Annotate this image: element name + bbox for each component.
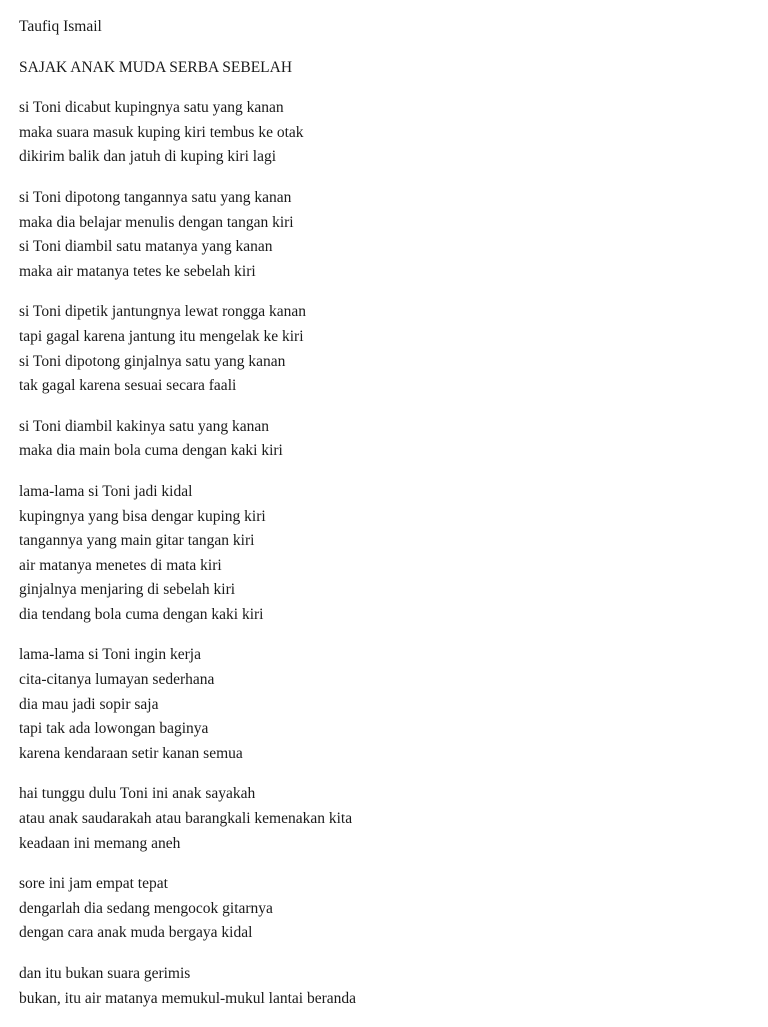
poem-line: lama-lama si Toni ingin kerja [19, 646, 201, 664]
poem-line: maka dia belajar menulis dengan tangan kiri [19, 213, 294, 231]
poem-line: tapi gagal karena jantung itu mengelak ke kiri [19, 327, 304, 345]
poem-title: SAJAK ANAK MUDA SERBA SEBELAH [19, 58, 293, 76]
stanza [19, 643, 749, 766]
poem-line: hai tunggu dulu Toni ini anak sayakah [19, 785, 256, 803]
poem-line: bukan, itu air matanya memukul-mukul lantai beranda [19, 989, 357, 1007]
poem-line: cita-citanya lumayan sederhana [19, 671, 215, 689]
poem-line: keadaan ini memang aneh [19, 834, 181, 852]
stanza [19, 962, 749, 1011]
poem-line: karena kendaraan setir kanan semua [19, 744, 243, 762]
poem-line: dikirim balik dan jatuh di kuping kiri lagi [19, 148, 277, 166]
poem-line: atau anak saudarakah atau barangkali kemenakan kita [19, 810, 353, 828]
poem-line: tangannya yang main gitar tangan kiri [19, 532, 255, 550]
stanza [19, 872, 749, 946]
poem-line: tapi tak ada lowongan baginya [19, 720, 209, 738]
poem-line: dia tendang bola cuma dengan kaki kiri [19, 605, 264, 623]
poem-line: maka air matanya tetes ke sebelah kiri [19, 262, 256, 280]
poem-body [19, 96, 749, 1011]
stanza [19, 415, 749, 464]
stanza [19, 96, 749, 170]
poem-line: ginjalnya menjaring di sebelah kiri [19, 581, 236, 599]
poem-line: si Toni diambil satu matanya yang kanan [19, 238, 273, 256]
poem-line: dengarlah dia sedang mengocok gitarnya [19, 899, 273, 917]
poem-line: kupingnya yang bisa dengar kuping kiri [19, 507, 266, 525]
poem-line: lama-lama si Toni jadi kidal [19, 482, 193, 500]
poem-line: si Toni dicabut kupingnya satu yang kanan [19, 99, 284, 117]
stanza [19, 186, 749, 284]
poem-line: sore ini jam empat tepat [19, 875, 168, 893]
poem-line: maka suara masuk kuping kiri tembus ke otak [19, 123, 304, 141]
author-name: Taufiq Ismail [19, 18, 102, 35]
poem-page [19, 15, 749, 1027]
poem-line: dengan cara anak muda bergaya kidal [19, 924, 253, 942]
poem-line: dan itu bukan suara gerimis [19, 965, 191, 982]
stanza [19, 782, 749, 856]
poem-line: si Toni dipotong ginjalnya satu yang kanan [19, 352, 286, 370]
stanza [19, 480, 749, 628]
poem-line: dia mau jadi sopir saja [19, 695, 159, 713]
poem-line: si Toni diambil kakinya satu yang kanan [19, 417, 270, 435]
poem-line: si Toni dipotong tangannya satu yang kanan [19, 188, 292, 206]
poem-line: si Toni dipetik jantungnya lewat rongga kanan [19, 303, 307, 321]
poem-line: tak gagal karena sesuai secara faali [19, 377, 237, 395]
stanza [19, 300, 749, 398]
poem-line: air matanya menetes di mata kiri [19, 556, 222, 574]
poem-line: maka dia main bola cuma dengan kaki kiri [19, 442, 283, 460]
